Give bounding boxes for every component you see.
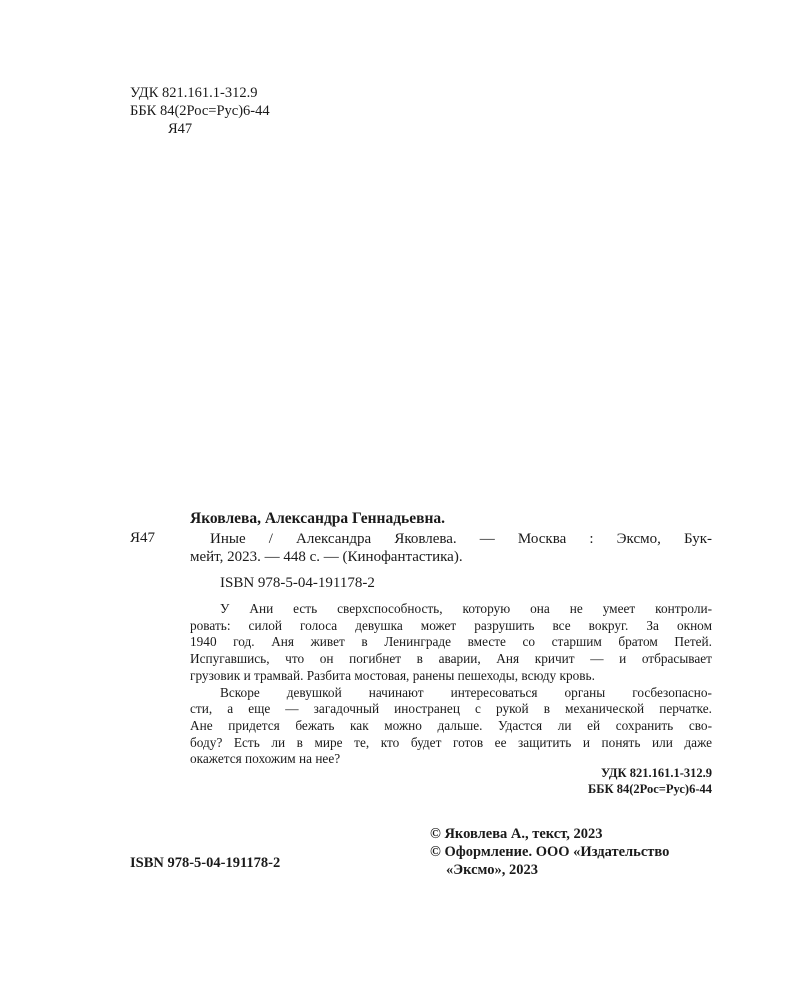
bibliographic-description (190, 530, 712, 566)
card-udk-code: УДК 821.161.1-312.9 (601, 766, 712, 780)
annotation-line: 1940 год. Аня живет в Ленинграде вместе со старшим братом Петей. (190, 634, 712, 650)
annotation-line: боду? Есть ли в мире те, кто будет готов ее защитить и понять или даже (190, 734, 712, 750)
udk-code: УДК 821.161.1-312.9 (130, 85, 258, 101)
author-heading: Яковлева, Александра Геннадьевна. (190, 510, 446, 527)
annotation-line: грузовик и трамвай. Разбита мостовая, ранены пешеходы, всюду кровь. (190, 667, 595, 683)
annotation-line: Ане придется бежать как можно дальше. Удастся ли ей сохранить сво- (190, 717, 712, 733)
annotation-line: окажется похожим на нее? (190, 751, 341, 767)
bib-line: Иные / Александра Яковлева. — Москва : Эксмо, Бук- (210, 531, 712, 547)
annotation (190, 601, 712, 768)
top-classification-codes (130, 84, 270, 138)
card-classification-codes (490, 765, 712, 797)
annotation-line: ровать: силой голоса девушка может разрушить все вокруг. За окном (190, 617, 712, 633)
card-bbk-code: ББК 84(2Рос=Рус)6-44 (588, 782, 712, 796)
card-isbn: ISBN 978-5-04-191178-2 (220, 575, 375, 591)
annotation-line: сти, а еще — загадочный иностранец с рукой в механической перчатке. (190, 701, 712, 717)
card-cutter-code: Я47 (130, 530, 156, 546)
bbk-code: ББК 84(2Рос=Рус)6-44 (130, 103, 270, 119)
annotation-line: Испугавшись, что он погибнет в аварии, Аня кричит — и отбрасывает (190, 651, 712, 667)
cutter-code: Я47 (168, 121, 193, 137)
copyright-text: © Яковлева А., текст, 2023 (430, 826, 603, 842)
annotation-line: У Ани есть сверхспособность, которую она не умеет контроли- (220, 601, 712, 616)
isbn-bottom: ISBN 978-5-04-191178-2 (130, 855, 281, 871)
copyright-design-cont: «Эксмо», 2023 (446, 862, 538, 878)
annotation-line: Вскоре девушкой начинают интересоваться органы госбезопасно- (220, 684, 712, 700)
copyright-block (430, 825, 669, 879)
copyright-design: © Оформление. ООО «Издательство (430, 844, 670, 860)
bib-line: мейт, 2023. — 448 с. — (Кинофантастика). (190, 549, 463, 565)
